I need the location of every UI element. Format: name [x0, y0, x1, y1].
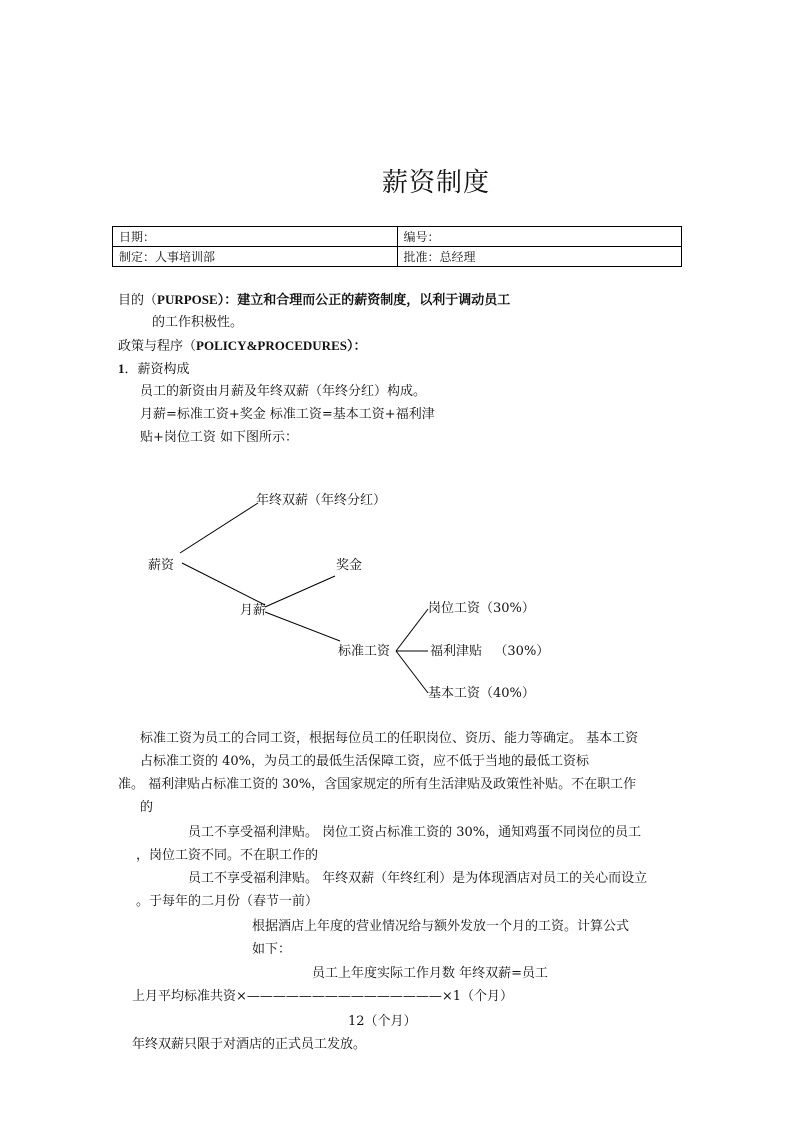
body-line: 的 — [140, 800, 154, 815]
node-post: 岗位工资（30%） — [428, 601, 535, 616]
approved-cell: 批准：总经理 — [397, 247, 682, 267]
body-line: 。于每年的二月份（春节一前） — [136, 894, 319, 909]
formula-denominator: 12（个月） — [348, 1014, 417, 1029]
node-root: 薪资 — [148, 558, 175, 573]
made-by-cell: 制定：人事培训部 — [113, 247, 398, 267]
body-line: 标准工资为员工的合同工资，根据每位员工的任职岗位、资历、能力等确定。 基本工资 — [140, 731, 639, 746]
purpose-line2: 的工作积极性。 — [152, 315, 244, 330]
page-title: 薪资制度 — [382, 168, 491, 198]
section-text: 月薪=标准工资+奖金 标准工资=基本工资+福利津 — [140, 407, 435, 422]
formula-line: 上月平均标准共资×———————————————×1（个月） — [132, 989, 514, 1004]
node-bonus: 奖金 — [336, 558, 363, 573]
tree-branch — [180, 503, 258, 553]
tree-branch — [182, 563, 265, 605]
node-standard: 标准工资 — [338, 644, 391, 659]
body-line: 准。 福利津贴占标准工资的 30%，含国家规定的所有生活津贴及政策性补贴。不在职工作 — [118, 777, 637, 792]
body-line: 员工不享受福利津贴。 年终双薪（年终红利）是为体现酒店对员工的关心而设立 — [188, 871, 648, 886]
node-monthly: 月薪 — [240, 603, 267, 618]
node-year-end: 年终双薪（年终分红） — [256, 493, 387, 508]
node-welfare: 福利津贴 （30%） — [430, 644, 550, 659]
body-line: 占标准工资的 40%，为员工的最低生活保障工资，应不低于当地的最低工资标 — [140, 754, 590, 769]
section-text: 员工的新资由月薪及年终双薪（年终分红）构成。 — [140, 384, 427, 399]
tree-branch — [265, 576, 335, 607]
tree-branch — [396, 651, 428, 693]
section-text: 贴+岗位工资 如下图所示： — [140, 430, 299, 445]
section-heading: 1．薪资构成 — [118, 361, 190, 377]
body-line: 年终双薪只限于对酒店的正式员工发放。 — [132, 1037, 367, 1052]
node-basic: 基本工资（40%） — [428, 686, 535, 701]
body-line: 如下： — [252, 942, 292, 957]
number-cell: 编号： — [397, 227, 682, 247]
tree-branch — [396, 609, 428, 651]
body-line: 员工不享受福利津贴。 岗位工资占标准工资的 30%，通知鸡蛋不同岗位的员工 — [188, 825, 642, 840]
formula-numerator: 员工上年度实际工作月数 年终双薪=员工 — [312, 966, 549, 981]
body-line: ，岗位工资不同。不在职工作的 — [136, 848, 319, 863]
tree-branch — [265, 612, 340, 641]
date-cell: 日期： — [113, 227, 398, 247]
policy-heading: 政策与程序（POLICY&PROCEDURES）： — [118, 338, 367, 354]
purpose-line: 目的（PURPOSE）：建立和合理而公正的薪资制度，以利于调动员工 — [118, 292, 511, 308]
body-line: 根据酒店上年度的营业情况给与额外发放一个月的工资。计算公式 — [252, 919, 630, 934]
